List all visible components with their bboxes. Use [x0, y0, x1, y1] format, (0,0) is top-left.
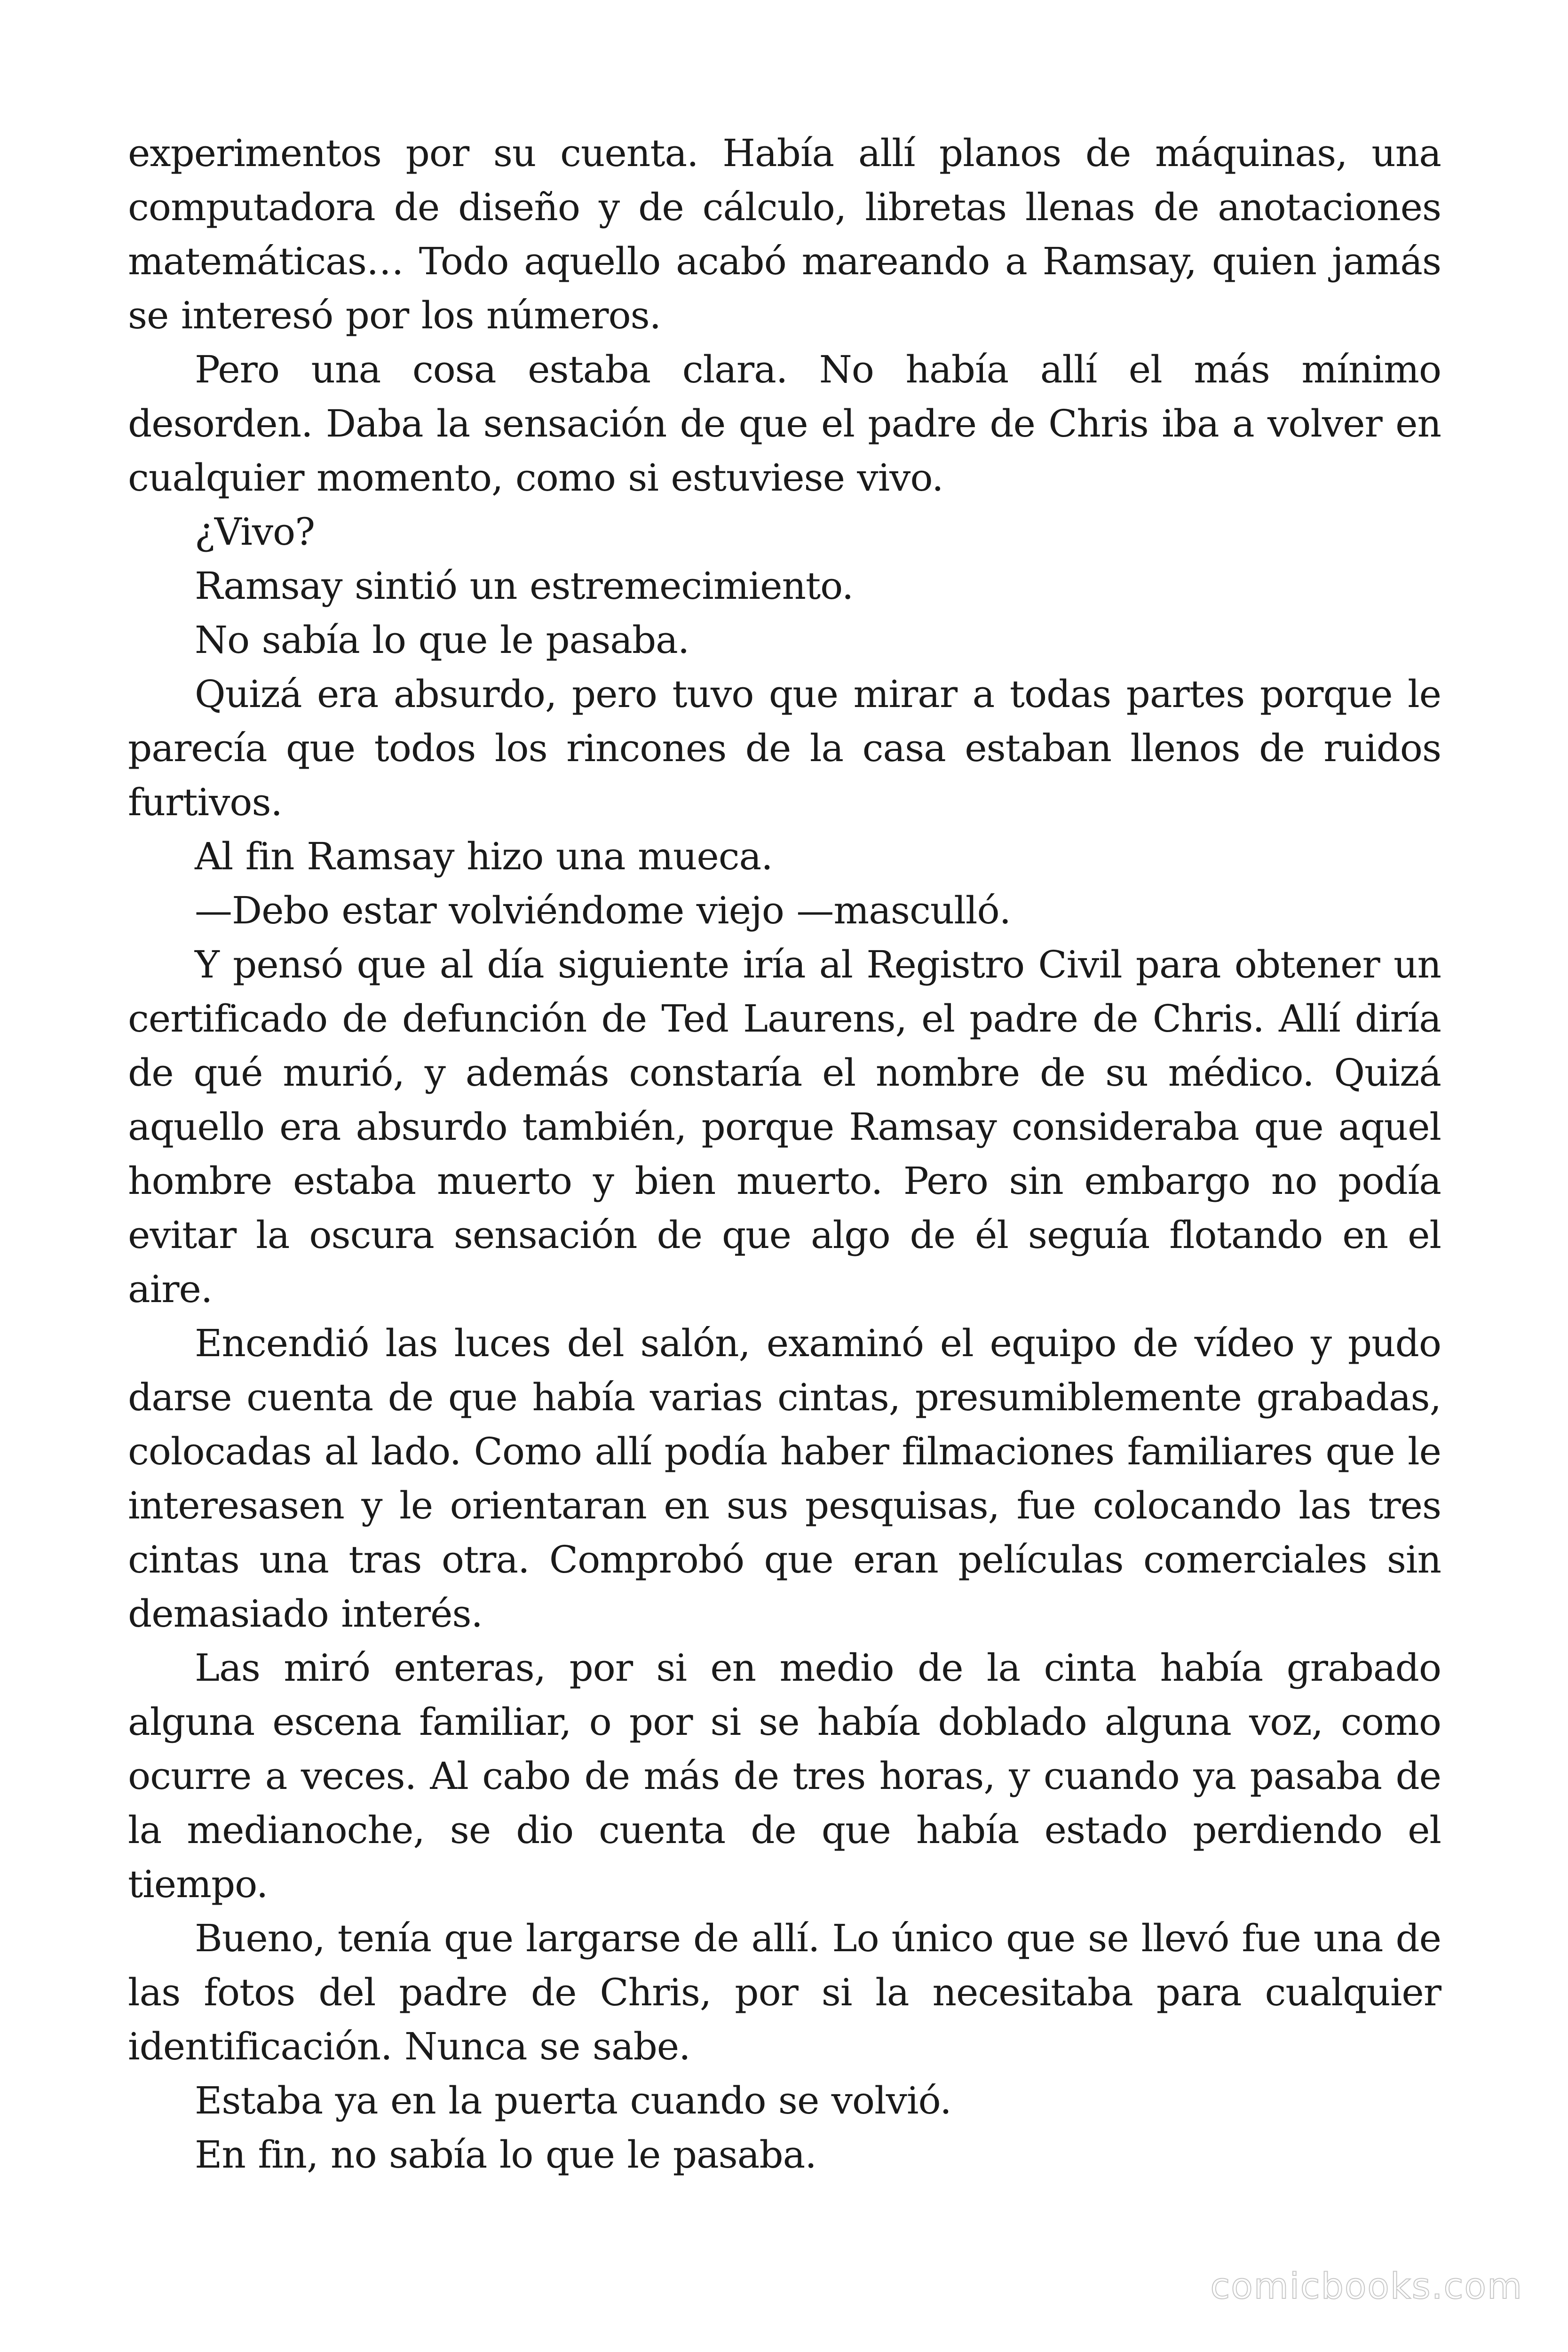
paragraph: Pero una cosa estaba clara. No había allí el más mínimo desorden. Daba la sensación de que el padre de Chris iba a volver en cualquier momento, como si estuviese vivo. [128, 348, 1441, 500]
paragraph: Bueno, tenía que largarse de allí. Lo único que se llevó fue una de las fotos del padre de Chris, por si la necesitaba para cualquier identificación. Nunca se sabe. [128, 1916, 1441, 2068]
body-text [128, 126, 1441, 2182]
paragraph: experimentos por su cuenta. Había allí planos de máquinas, una computadora de diseño y de cálculo, libretas llenas de anotaciones matemáticas… Todo aquello acabó mareando a Ramsay, quien jamás se interesó por los números. [128, 131, 1441, 337]
paragraph: Y pensó que al día siguiente iría al Registro Civil para obtener un certificado de defunción de Ted Laurens, el padre de Chris. Allí diría de qué murió, y además constaría el nombre de su médico. Quizá aquello era absurdo también, porque Ramsay consideraba que aquel hombre estaba muerto y bien muerto. Pero sin embargo no podía evitar la oscura sensación de que algo de él seguía flotando en el aire. [128, 943, 1441, 1311]
paragraph: —Debo estar volviéndome viejo —mascullό. [195, 889, 1011, 932]
paragraph: ¿Vivo? [195, 510, 315, 554]
paragraph: No sabía lo que le pasaba. [195, 618, 689, 662]
paragraph: Encendió las luces del salón, examinó el equipo de vídeo y pudo darse cuenta de que había varias cintas, presumiblemente grabadas, colocadas al lado. Como allí podía haber filmaciones familiares que le interesasen y le orientaran en sus pesquisas, fue colocando las tres cintas una tras otra. Comprobó que eran películas comerciales sin demasiado interés. [128, 1321, 1441, 1636]
paragraph: Estaba ya en la puerta cuando se volvió. [195, 2079, 951, 2122]
watermark: comicbooks.com [1210, 2265, 1523, 2307]
paragraph: Al fin Ramsay hizo una mueca. [195, 834, 773, 878]
paragraph: Ramsay sintió un estremecimiento. [195, 564, 854, 608]
paragraph: Quizá era absurdo, pero tuvo que mirar a todas partes porque le parecía que todos los rincones de la casa estaban llenos de ruidos furtivos. [128, 672, 1441, 824]
paragraph: Las miró enteras, por si en medio de la cinta había grabado alguna escena familiar, o por si se había doblado alguna voz, como ocurre a veces. Al cabo de más de tres horas, y cuando ya pasaba de la medianoche, se dio cuenta de que había estado perdiendo el tiempo. [128, 1646, 1441, 1906]
paragraph: En fin, no sabía lo que le pasaba. [195, 2133, 816, 2177]
